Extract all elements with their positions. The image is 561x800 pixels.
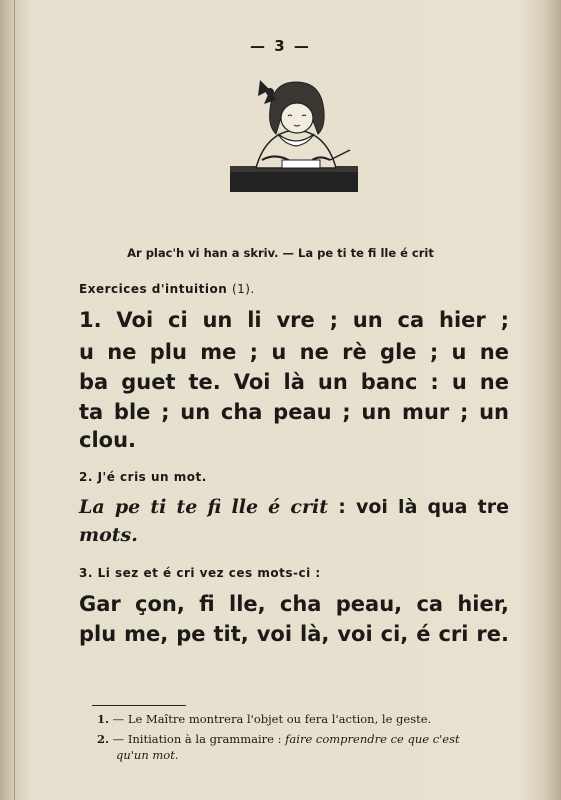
exercise-1-line: clou. — [79, 428, 137, 452]
girl-writing-illustration — [226, 70, 364, 196]
exercise-1-line: ba guet te. Voi là un banc : u ne — [79, 370, 509, 394]
exercise-1-line: u ne plu me ; u ne rè gle ; u ne — [79, 340, 509, 364]
footnote-1-number: 1. — [97, 712, 110, 726]
footnote-2-text: — Initiation à la grammaire : — [112, 732, 282, 746]
exercise-2-line2 — [79, 524, 509, 546]
exercise-3-line: Gar çon, fi lle, cha peau, ca hier, — [79, 592, 509, 616]
footnote-1 — [97, 712, 431, 726]
footnote-2 — [97, 732, 460, 746]
exercise-heading-title: Exercices d'intuition — [79, 282, 228, 296]
exercise-2-rest: : voi là qua tre — [338, 496, 509, 518]
footnote-2-number: 2. — [97, 732, 110, 746]
exercise-1-line: 1. Voi ci un li vre ; un ca hier ; — [79, 308, 509, 332]
exercise-2-heading: 2. J'é cris un mot. — [79, 470, 207, 484]
exercise-2-italic: La pe ti te fi lle é crit — [79, 496, 329, 518]
footnote-rule — [92, 705, 186, 706]
page-number: — 3 — — [250, 37, 311, 55]
exercise-heading-note: (1). — [231, 282, 255, 296]
footnote-2-italic: faire comprendre ce que c'est — [285, 732, 460, 746]
footnote-2-line2: qu'un mot. — [116, 748, 179, 762]
exercise-heading — [79, 282, 255, 296]
exercise-1-line: ta ble ; un cha peau ; un mur ; un — [79, 400, 509, 424]
illustration-caption: Ar plac'h vi han a skriv. — La pe ti te fi lle é crit — [127, 246, 434, 260]
exercise-2-mots: mots. — [79, 524, 138, 546]
footnote-1-text: — Le Maître montrera l'objet ou fera l'action, le geste. — [112, 712, 432, 726]
exercise-3-heading: 3. Li sez et é cri vez ces mots-ci : — [79, 566, 321, 580]
exercise-3-line: plu me, pe tit, voi là, voi ci, é cri re. — [79, 622, 509, 646]
exercise-2-line — [79, 496, 509, 518]
